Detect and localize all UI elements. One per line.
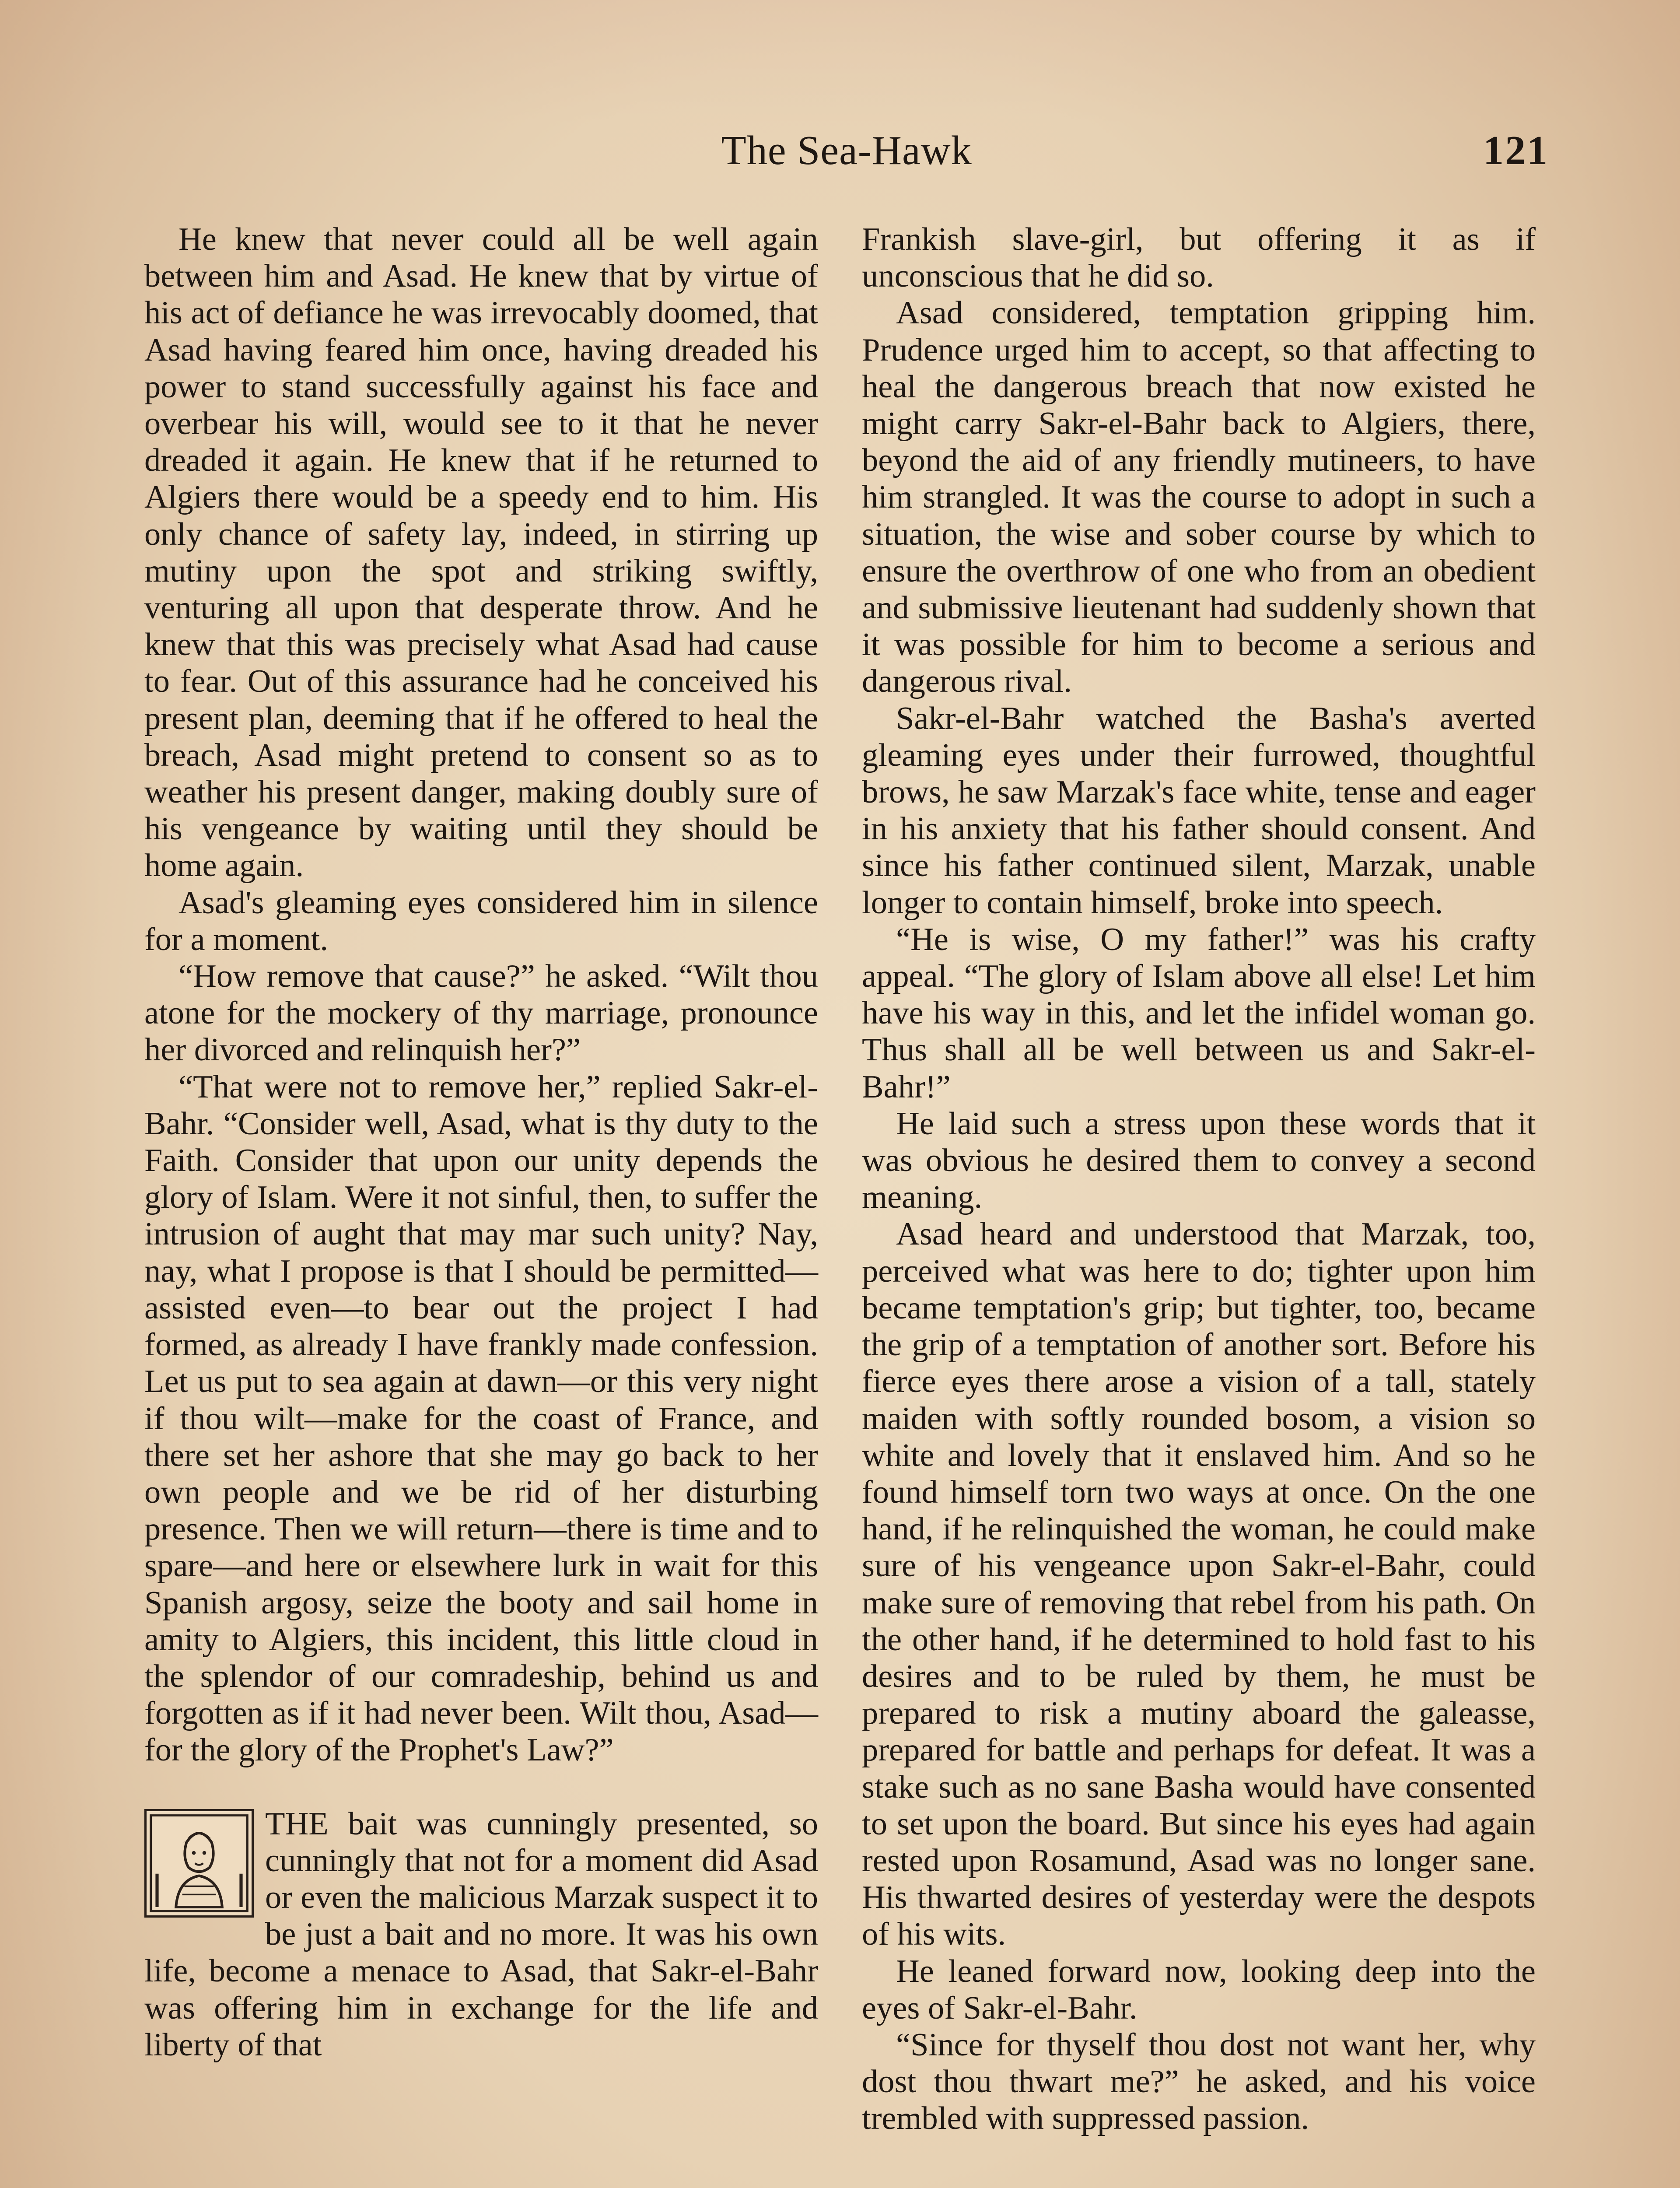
paragraph: He knew that never could all be well again between him and Asad. He knew that by virtue of his act of defiance he was irrevocably doomed, that Asad having feared him once, having dreaded his power to stand successfully against his face and overbear his will, would see to it that he never dreaded it again. He knew that if he returned to Algiers there would be a speedy end to him. His only chance of safety lay, indeed, in stirring up mutiny upon the spot and striking swiftly, venturing all upon that desperate throw. And he knew that this was precisely what Asad had cause to fear. Out of this assurance had he conceived his present plan, deeming that if he offered to heal the breach, Asad might pretend to consent so as to weather his present danger, making doubly sure of his vengeance by waiting until they should be home again. [144, 221, 818, 884]
page-header [144, 127, 1549, 188]
running-title: The Sea-Hawk [721, 128, 972, 173]
paragraph: Asad considered, temptation gripping him. Prudence urged him to accept, so that affecting to heal the dangerous breach that now existed he might carry Sakr-el-Bahr back to Algiers, there, beyond the aid of any friendly mutineers, to have him strangled. It was the course to adopt in such a situation, the wise and sober course by which to ensure the overthrow of one who from an obedient and submissive lieutenant had suddenly shown that it was possible for him to become a serious and dangerous rival. [862, 295, 1536, 700]
paragraph: Frankish slave-girl, but offering it as if unconscious that he did so. [862, 221, 1536, 295]
woman-portrait-icon [144, 1809, 254, 1918]
paragraph: Sakr-el-Bahr watched the Basha's averted gleaming eyes under their furrowed, thoughtful brows, he saw Marzak's face white, tense and eager in his anxiety that his father should consent. And since his father continued silent, Marzak, unable longer to contain himself, broke into speech. [862, 700, 1536, 921]
paragraph: THE bait was cunningly presented, so cunningly that not for a moment did Asad or even the malicious Marzak suspect it to be just a bait and no more. It was his own life, become a menace to Asad, that Sakr-el-Bahr was offering him in exchange for the life and liberty of that [144, 1806, 818, 2063]
paragraph: “How remove that cause?” he asked. “Wilt thou atone for the mockery of thy marriage, pronounce her divorced and relinquish her?” [144, 958, 818, 1068]
decorated-paragraph [144, 1806, 818, 2063]
right-column [862, 221, 1536, 2137]
paragraph: “That were not to remove her,” replied Sakr-el-Bahr. “Consider well, Asad, what is thy duty to the Faith. Consider that upon our unity depends the glory of Islam. Were it not sinful, then, to suffer the intrusion of aught that may mar such unity? Nay, nay, what I propose is that I should be permitted—assisted even—to bear out the project I had formed, as already I have frankly made confession. Let us put to sea again at dawn—or this very night if thou wilt—make for the coast of France, and there set her ashore that she may go back to her own people and we be rid of her disturbing presence. Then we will return—there is time and to spare—and here or elsewhere lurk in wait for this Spanish argosy, seize the booty and sail home in amity to Algiers, this incident, this little cloud in the splendor of our comradeship, behind us and forgotten as if it had never been. Wilt thou, Asad—for the glory of the Prophet's Law?” [144, 1069, 818, 1768]
page-number: 121 [1483, 128, 1549, 173]
paragraph: Asad heard and understood that Marzak, too, perceived what was here to do; tighter upon him became temptation's grip; but tighter, too, became the grip of a temptation of another sort. Before his fierce eyes there arose a vision of a tall, stately maiden with softly rounded bosom, a vision so white and lovely that it enslaved him. And so he found himself torn two ways at once. On the one hand, if he relinquished the woman, he could make sure of his vengeance upon Sakr-el-Bahr, could make sure of removing that rebel from his path. On the other hand, if he determined to hold fast to his desires and to be ruled by them, he must be prepared to risk a mutiny aboard the galeasse, prepared for battle and perhaps for defeat. It was a stake such as no sane Basha would have consented to set upon the board. But since his eyes had again rested upon Rosamund, Asad was no longer sane. His thwarted desires of yesterday were the despots of his wits. [862, 1216, 1536, 1953]
paragraph: “Since for thyself thou dost not want her, why dost thou thwart me?” he asked, and his voice trembled with suppressed passion. [862, 2027, 1536, 2137]
paragraph: Asad's gleaming eyes considered him in silence for a moment. [144, 884, 818, 957]
left-column [144, 221, 818, 2063]
paragraph: “He is wise, O my father!” was his crafty appeal. “The glory of Islam above all else! Let him have his way in this, and let the infidel woman go. Thus shall all be well between us and Sakr-el-Bahr!” [862, 921, 1536, 1105]
paragraph: He leaned forward now, looking deep into the eyes of Sakr-el-Bahr. [862, 1953, 1536, 2026]
paragraph: He laid such a stress upon these words that it was obvious he desired them to convey a second meaning. [862, 1105, 1536, 1216]
